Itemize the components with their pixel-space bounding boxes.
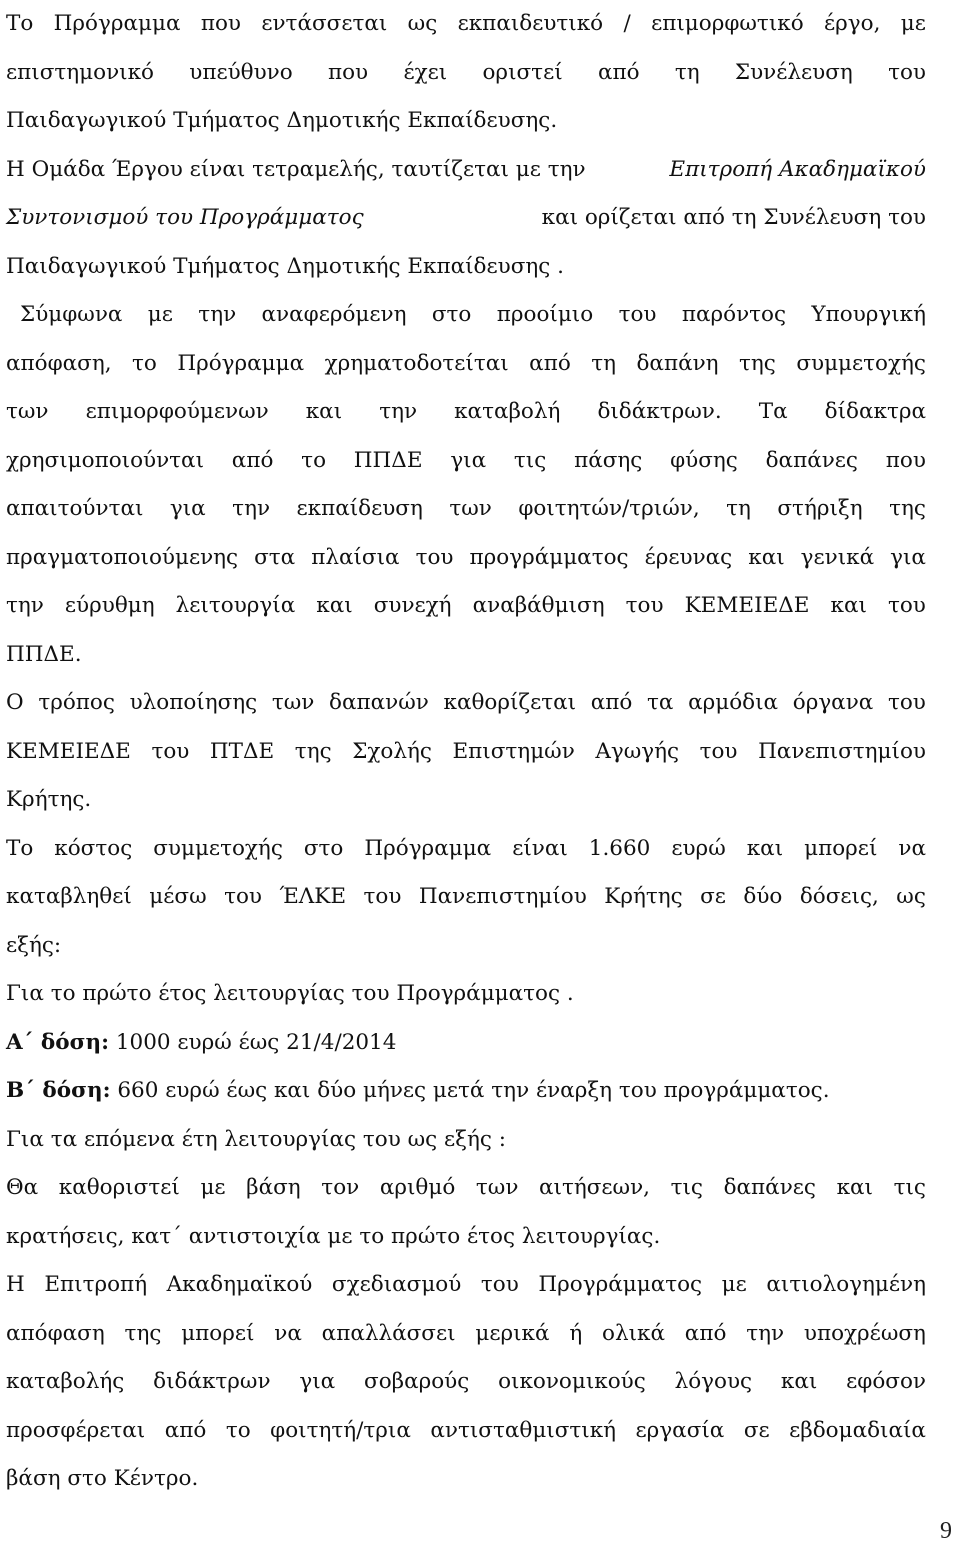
word: σοβαρούς — [364, 1369, 470, 1394]
text-line — [6, 0, 926, 49]
text-line: Παιδαγωγικού Τμήματος Δημοτικής Εκπαίδευσης. — [6, 108, 558, 133]
word: να — [274, 1320, 302, 1346]
word: προοίμιο — [496, 302, 594, 327]
word: Πανεπιστημίου — [758, 738, 926, 764]
word: Το — [6, 835, 34, 861]
word: εύρυθμη — [64, 593, 155, 618]
word: ευρώ — [671, 835, 726, 861]
word: Το — [6, 11, 34, 36]
word: ΚΕΜΕΙΕΔΕ — [6, 738, 131, 764]
word: τα — [647, 690, 674, 715]
word: του — [625, 593, 664, 618]
word: στα — [254, 544, 296, 570]
word: την — [6, 593, 44, 618]
text-line — [6, 437, 926, 486]
word: τις — [513, 447, 547, 473]
word: καθοριστεί — [58, 1175, 180, 1200]
word: Κρήτης — [604, 884, 683, 909]
word: του — [363, 884, 402, 909]
word: Σύμφωνα — [20, 302, 123, 327]
word: ΠΤΔΕ — [209, 738, 275, 764]
text-run: Η Ομάδα Έργου είναι τετραμελής, ταυτίζεται με την — [6, 156, 593, 182]
word: απαιτούνται — [6, 496, 144, 521]
word: για — [450, 447, 487, 473]
word: καταβολής — [6, 1369, 125, 1394]
word: και — [305, 399, 343, 424]
word: σχεδιασμού — [331, 1272, 462, 1297]
word: το — [132, 350, 157, 376]
word: και — [746, 835, 784, 861]
word: εργασία — [635, 1417, 725, 1443]
word: ολικά — [602, 1320, 665, 1346]
text-run: και ορίζεται από τη Συνέλευση του — [534, 205, 926, 230]
text-line — [6, 485, 926, 534]
word: του — [888, 59, 926, 85]
word: από — [684, 1320, 727, 1346]
word: δύο — [743, 884, 783, 909]
word: που — [327, 59, 369, 85]
word: έργο, — [824, 11, 881, 36]
text-line: Παιδαγωγικού Τμήματος Δημοτικής Εκπαίδευσης . — [6, 253, 564, 279]
text-line — [6, 679, 926, 728]
word: επιμορφούμενων — [85, 399, 269, 424]
document-body — [6, 0, 926, 1504]
text-line — [6, 825, 926, 874]
text-line: Για το πρώτο έτος λειτουργίας του Προγράμματος . — [6, 981, 574, 1006]
word: με — [200, 1175, 226, 1200]
word: έρευνας — [644, 544, 733, 570]
word: αντισταθμιστική — [430, 1417, 617, 1443]
word: είναι — [512, 835, 568, 861]
word: αρμόδια — [688, 690, 779, 715]
word: εβδομαδιαία — [789, 1417, 926, 1443]
word: μέσω — [149, 884, 207, 909]
word: και — [780, 1369, 818, 1394]
word: των — [449, 496, 492, 521]
word: ΈΛΚΕ — [279, 884, 347, 909]
word: Επιτροπή — [44, 1272, 148, 1297]
word: Προγράμματος — [538, 1272, 703, 1297]
installment-label: Α΄ δόση: — [6, 1029, 110, 1055]
word: Πρόγραμμα — [53, 11, 181, 36]
word: που — [885, 447, 926, 473]
word: όργανα — [792, 690, 874, 715]
word: στο — [303, 835, 344, 861]
text-line — [6, 1310, 926, 1359]
word: κόστος — [54, 835, 133, 861]
word: ΚΕΜΕΙΕΔΕ — [684, 593, 810, 618]
word: για — [890, 544, 926, 570]
word: αιτιολογημένη — [766, 1272, 926, 1297]
word: του — [887, 593, 926, 618]
word: επιμορφωτικό — [651, 11, 804, 36]
word: πλαίσια — [311, 544, 400, 570]
word: υποχρέωση — [803, 1320, 926, 1346]
word: λειτουργία — [175, 593, 296, 618]
word: απόφαση, — [6, 350, 112, 376]
word: Σχολής — [352, 738, 432, 764]
word: πραγματοποιούμενης — [6, 544, 239, 570]
text-line — [6, 873, 926, 922]
word: για — [299, 1369, 336, 1394]
word: του — [415, 544, 454, 570]
word: ή — [569, 1320, 583, 1346]
word: φύσης — [670, 447, 738, 473]
word: Πανεπιστημίου — [418, 884, 587, 909]
word: με — [147, 302, 173, 327]
word: αναβάθμιση — [472, 593, 605, 618]
word: που — [200, 11, 241, 36]
text-line: ΠΠΔΕ. — [6, 641, 82, 667]
text-line — [6, 1358, 926, 1407]
word: δαπάνες — [723, 1175, 816, 1200]
word: λόγους — [674, 1369, 753, 1394]
word: συμμετοχής — [796, 350, 926, 376]
text-line — [6, 1164, 926, 1213]
word: του — [887, 690, 926, 715]
word: προγράμματος — [469, 544, 629, 570]
word: προσφέρεται — [6, 1417, 146, 1443]
word: με — [900, 11, 926, 36]
word: χρησιμοποιούνται — [6, 447, 205, 473]
word: τη — [726, 496, 751, 521]
committee-name-emphasis: Επιτροπή Ακαδημαϊκού — [669, 156, 926, 182]
word: σε — [743, 1417, 770, 1443]
word: παρόντος — [681, 302, 787, 327]
word: του — [480, 1272, 519, 1297]
word: φοιτητών/τριών, — [518, 496, 700, 521]
word: αιτήσεων, — [539, 1175, 650, 1200]
committee-name-emphasis: Συντονισμού του Προγράμματος — [6, 205, 364, 230]
word: διδάκτρων — [153, 1369, 271, 1394]
text-line: εξής: — [6, 932, 62, 958]
word: αριθμό — [379, 1175, 456, 1200]
word: των — [6, 399, 49, 424]
word: εκπαίδευση — [296, 496, 423, 521]
word: Αγωγής — [595, 738, 680, 764]
text-line: Για τα επόμενα έτη λειτουργίας του ως εξής : — [6, 1126, 506, 1152]
word: 1.660 — [588, 835, 651, 861]
word: και — [316, 593, 353, 618]
word: των — [475, 1175, 519, 1200]
word: της — [889, 496, 926, 521]
word: του — [224, 884, 262, 909]
word: την — [232, 496, 271, 521]
word: Πρόγραμμα — [364, 835, 492, 861]
word: από — [597, 59, 640, 85]
word: το — [301, 447, 327, 473]
word: Ο — [6, 690, 24, 715]
word: της — [124, 1320, 162, 1346]
word: να — [898, 835, 926, 861]
word: το — [225, 1417, 251, 1443]
word: συνεχή — [373, 593, 452, 618]
word: δόσεις, — [799, 884, 879, 909]
word: δαπανών — [329, 690, 429, 715]
word: ΠΠΔΕ — [353, 447, 423, 473]
word: Πρόγραμμα — [177, 350, 305, 376]
page-number: 9 — [940, 1518, 952, 1544]
word: την — [746, 1320, 785, 1346]
word: συμμετοχής — [153, 835, 283, 861]
word: του — [151, 738, 190, 764]
word: / — [623, 11, 631, 36]
word: και — [748, 544, 785, 570]
word: εφόσον — [846, 1369, 926, 1394]
word: Τα — [758, 399, 788, 424]
word: έχει — [403, 59, 448, 85]
word: υπεύθυνο — [189, 59, 293, 85]
word: οριστεί — [482, 59, 563, 85]
word: δαπάνη — [636, 350, 719, 376]
word: γενικά — [800, 544, 875, 570]
word: δίδακτρα — [824, 399, 926, 424]
first-installment-line — [6, 1019, 926, 1068]
word: του — [618, 302, 657, 327]
text-line — [6, 534, 926, 583]
installment-label: Β΄ δόση: — [6, 1078, 111, 1103]
word: των — [271, 690, 315, 715]
word: στήριξη — [777, 496, 863, 521]
word: καταβολή — [454, 399, 561, 424]
word: εκπαιδευτικό — [457, 11, 604, 36]
word: του — [699, 738, 738, 764]
text-line — [6, 340, 926, 389]
word: ως — [896, 884, 926, 909]
word: από — [231, 447, 274, 473]
word: Επιστημών — [452, 738, 575, 764]
word: τον — [321, 1175, 360, 1200]
text-line — [6, 194, 926, 243]
word: Υπουργική — [811, 302, 926, 327]
word: καταβληθεί — [6, 884, 132, 909]
text-line — [6, 291, 926, 340]
text-line — [6, 388, 926, 437]
word: εντάσσεται — [261, 11, 388, 36]
word: μπορεί — [181, 1320, 255, 1346]
text-line — [6, 1407, 926, 1456]
text-line — [6, 582, 926, 631]
text-line — [6, 49, 926, 98]
word: οικονομικούς — [498, 1369, 646, 1394]
word: Συνέλευση — [734, 59, 853, 85]
word: ως — [407, 11, 438, 36]
word: δαπάνες — [765, 447, 858, 473]
word: τις — [893, 1175, 926, 1200]
text-line: βάση στο Κέντρο. — [6, 1466, 199, 1491]
word: πάσης — [574, 447, 643, 473]
word: και — [830, 593, 867, 618]
word: διδάκτρων. — [597, 399, 722, 424]
word: για — [169, 496, 206, 521]
word: αναφερόμενη — [261, 302, 407, 327]
word: Θα — [6, 1175, 39, 1200]
word: χρηματοδοτείται — [324, 350, 509, 376]
text-line — [6, 1261, 926, 1310]
word: Η — [6, 1272, 25, 1297]
text-line — [6, 146, 926, 195]
word: της — [294, 738, 332, 764]
word: και — [836, 1175, 873, 1200]
word: την — [379, 399, 418, 424]
word: μερικά — [475, 1320, 550, 1346]
word: τις — [670, 1175, 703, 1200]
word: επιστημονικό — [6, 59, 154, 85]
word: από — [529, 350, 571, 376]
installment-detail: 660 ευρώ έως και δύο μήνες μετά την έναρξη του προγράμματος. — [110, 1078, 830, 1103]
word: απόφαση — [6, 1320, 105, 1346]
word: σε — [700, 884, 726, 909]
word: απαλλάσσει — [321, 1320, 456, 1346]
word: τη — [591, 350, 617, 376]
word: καθορίζεται — [443, 690, 577, 715]
word: μπορεί — [804, 835, 878, 861]
second-installment-line — [6, 1067, 926, 1116]
text-line — [6, 728, 926, 777]
word: από — [590, 690, 633, 715]
word: με — [721, 1272, 747, 1297]
word: τρόπος — [38, 690, 115, 715]
word: τη — [674, 59, 700, 85]
word: βάση — [246, 1175, 301, 1200]
word: φοιτητή/τρια — [270, 1417, 411, 1443]
text-line: κρατήσεις, κατ΄ αντιστοιχία με το πρώτο έτος λειτουργίας. — [6, 1223, 661, 1249]
word: της — [739, 350, 776, 376]
word: υλοποίησης — [129, 690, 258, 715]
word: από — [164, 1417, 207, 1443]
word: την — [198, 302, 237, 327]
word: στο — [431, 302, 472, 327]
installment-detail: 1000 ευρώ έως 21/4/2014 — [109, 1029, 397, 1055]
word: Ακαδημαϊκού — [166, 1272, 313, 1297]
text-line: Κρήτης. — [6, 787, 92, 812]
